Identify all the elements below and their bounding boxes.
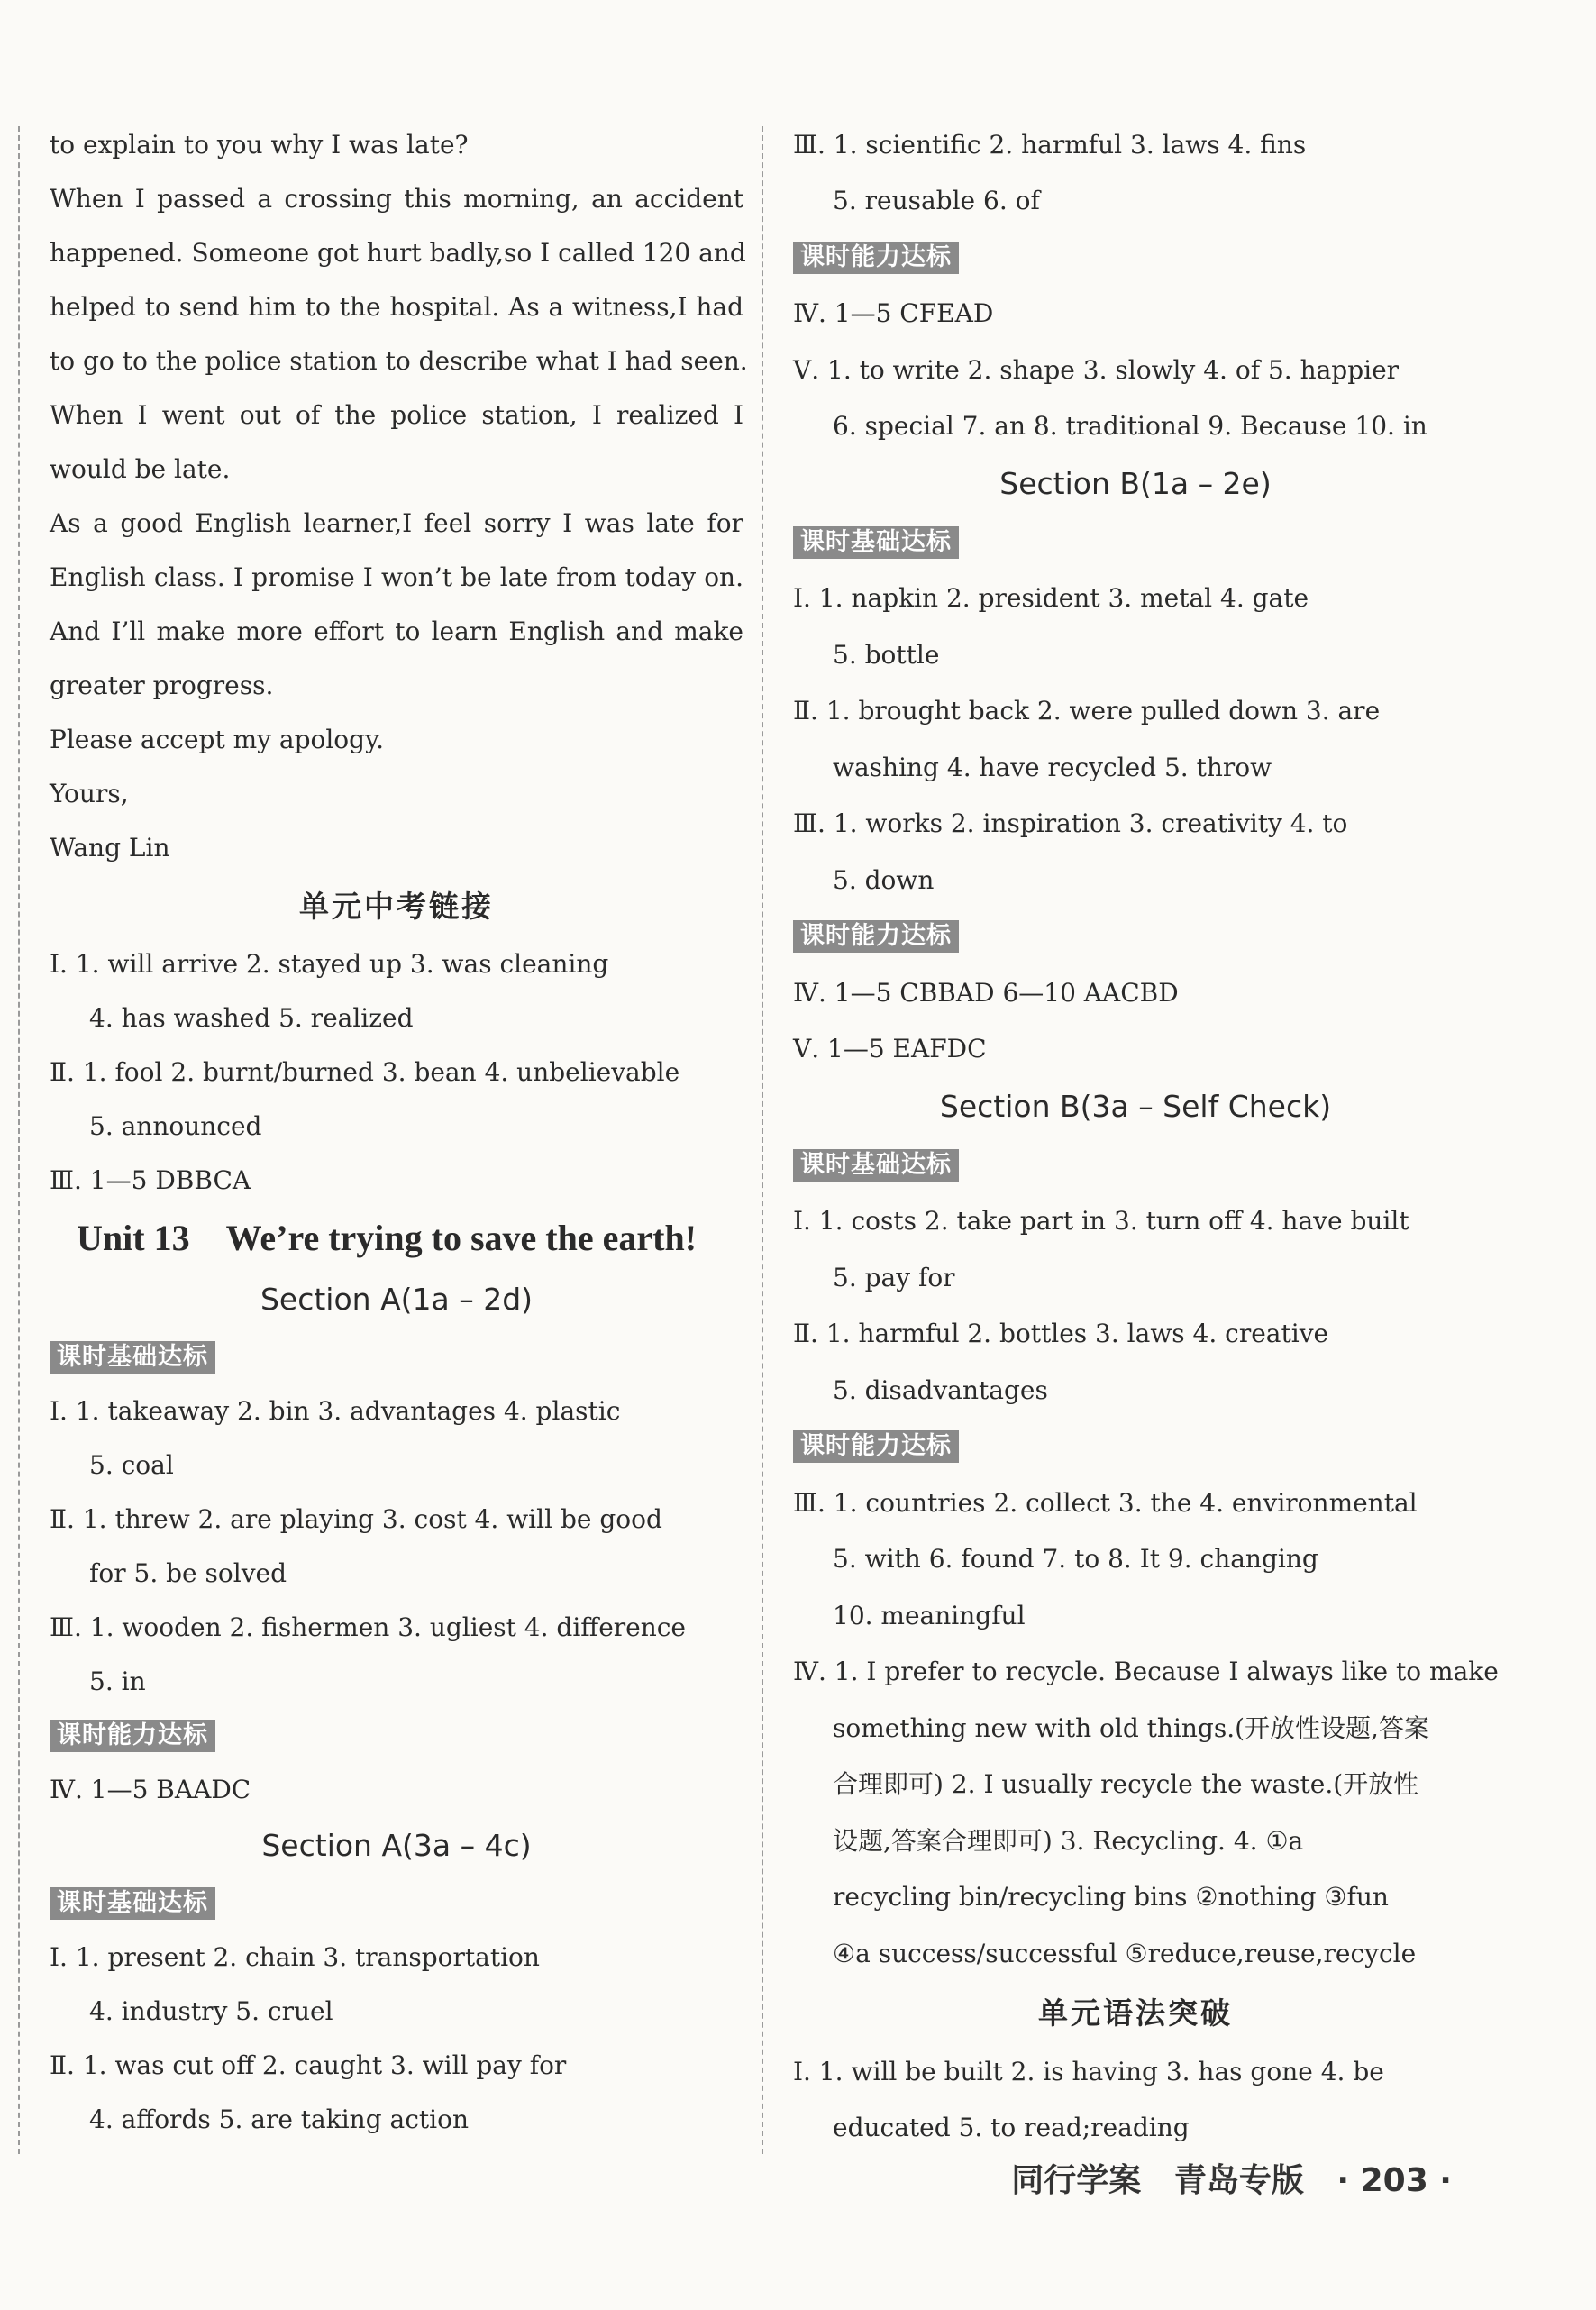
- section-label: 课时能力达标: [793, 920, 959, 953]
- answer-line: ④a success/successful ⑤reduce,reuse,recycle: [833, 1939, 1417, 1968]
- answer-line: 4. has washed 5. realized: [89, 1003, 414, 1033]
- letter-line: Please accept my apology.: [50, 725, 385, 754]
- answer-line: 10. meaningful: [833, 1601, 1026, 1630]
- section-label: 课时基础达标: [50, 1887, 215, 1920]
- answer-line: 设题,答案合理即可) 3. Recycling. 4. ①a: [833, 1826, 1304, 1856]
- answer-line: Ⅲ. 1. wooden 2. fishermen 3. ugliest 4. difference: [50, 1612, 687, 1642]
- letter-line: Wang Lin: [50, 833, 170, 863]
- answer-line: 5. bottle: [833, 640, 940, 670]
- section-label: 课时能力达标: [793, 1430, 959, 1463]
- answer-line: Ⅰ. 1. napkin 2. president 3. metal 4. gate: [793, 583, 1309, 613]
- answer-line: for 5. be solved: [89, 1558, 287, 1588]
- section-label: 课时基础达标: [793, 526, 959, 559]
- answer-line: Ⅲ. 1. countries 2. collect 3. the 4. environmental: [793, 1488, 1418, 1518]
- answer-line: 5. disadvantages: [833, 1375, 1048, 1405]
- answer-line: Ⅲ. 1. works 2. inspiration 3. creativity 4. to: [793, 808, 1348, 838]
- answer-line: 5. with 6. found 7. to 8. It 9. changing: [833, 1544, 1318, 1574]
- answer-line: Ⅴ. 1—5 EAFDC: [793, 1034, 987, 1064]
- column-divider: [762, 126, 763, 2154]
- answer-line: Ⅱ. 1. fool 2. burnt/burned 3. bean 4. unbelievable: [50, 1057, 680, 1087]
- answer-line: Ⅳ. 1. I prefer to recycle. Because I always like to make: [793, 1657, 1499, 1686]
- answer-line: Ⅲ. 1. scientific 2. harmful 3. laws 4. fins: [793, 130, 1307, 160]
- answer-line: something new with old things.(开放性设题,答案: [833, 1713, 1429, 1743]
- answer-line: Ⅳ. 1—5 CFEAD: [793, 298, 994, 328]
- section-label: 课时基础达标: [793, 1149, 959, 1182]
- letter-line: English class. I promise I won’t be late from today on.: [50, 562, 743, 592]
- answer-line: Ⅴ. 1. to write 2. shape 3. slowly 4. of 5. happier: [793, 355, 1400, 385]
- letter-line: would be late.: [50, 454, 231, 484]
- letter-line: to go to the police station to describe what I had seen.: [50, 346, 748, 376]
- footer-edition: 青岛专版: [1173, 2162, 1304, 2199]
- answer-line: 5. announced: [89, 1111, 262, 1141]
- answer-line: 合理即可) 2. I usually recycle the waste.(开放性: [833, 1769, 1419, 1799]
- answer-line: educated 5. to read;reading: [833, 2113, 1190, 2142]
- letter-line: As a good English learner,I feel sorry I was late for: [50, 508, 743, 538]
- section-label: 课时能力达标: [793, 242, 959, 274]
- letter-line: When I passed a crossing this morning, an accident: [50, 184, 743, 214]
- answer-line: 5. coal: [89, 1450, 174, 1480]
- answer-line: recycling bin/recycling bins ②nothing ③fun: [833, 1882, 1389, 1912]
- page-number: · 203 ·: [1336, 2162, 1452, 2199]
- letter-line: to explain to you why I was late?: [50, 130, 469, 160]
- letter-line: happened. Someone got hurt badly,so I called 120 and: [50, 238, 746, 268]
- answer-line: 5. reusable 6. of: [833, 186, 1040, 215]
- answer-line: 5. down: [833, 865, 935, 895]
- answer-line: Ⅱ. 1. harmful 2. bottles 3. laws 4. creative: [793, 1319, 1329, 1348]
- answer-line: 4. industry 5. cruel: [89, 1996, 333, 2026]
- grammar-heading: 单元语法突破: [1038, 1995, 1233, 2031]
- page-footer: [990, 2161, 1452, 2201]
- answer-line: Ⅳ. 1—5 CBBAD 6—10 AACBD: [793, 978, 1179, 1008]
- answer-line: 6. special 7. an 8. traditional 9. Because 10. in: [833, 411, 1427, 441]
- answer-line: Ⅲ. 1—5 DBBCA: [50, 1165, 251, 1195]
- section-label: 课时能力达标: [50, 1720, 215, 1752]
- answer-line: Ⅰ. 1. costs 2. take part in 3. turn off 4. have built: [793, 1206, 1409, 1236]
- answer-line: Ⅱ. 1. was cut off 2. caught 3. will pay for: [50, 2050, 567, 2080]
- letter-line: helped to send him to the hospital. As a witness,I had: [50, 292, 743, 322]
- unit-title: [77, 1217, 743, 1260]
- unit-link-heading: 单元中考链接: [299, 889, 494, 924]
- unit-number: Unit 13: [77, 1218, 190, 1258]
- answer-line: Ⅱ. 1. threw 2. are playing 3. cost 4. will be good: [50, 1504, 662, 1534]
- answer-line: Ⅰ. 1. will arrive 2. stayed up 3. was cleaning: [50, 949, 609, 979]
- answer-line: Ⅰ. 1. will be built 2. is having 3. has gone 4. be: [793, 2057, 1384, 2086]
- footer-brand: 同行学案: [1011, 2162, 1142, 2199]
- answer-line: washing 4. have recycled 5. throw: [833, 753, 1272, 782]
- letter-line: Yours,: [50, 779, 129, 808]
- unit-name: We’re trying to save the earth!: [225, 1218, 698, 1258]
- answer-line: 5. in: [89, 1666, 146, 1696]
- answer-line: 4. affords 5. are taking action: [89, 2105, 469, 2134]
- letter-line: And I’ll make more effort to learn English and make: [50, 616, 743, 646]
- section-heading: Section A(3a – 4c): [261, 1828, 532, 1863]
- letter-line: When I went out of the police station, I realized I: [50, 400, 743, 430]
- section-heading: Section A(1a – 2d): [260, 1282, 534, 1317]
- letter-line: greater progress.: [50, 671, 274, 700]
- left-margin-divider: [18, 126, 20, 2154]
- answer-line: 5. pay for: [833, 1263, 955, 1292]
- section-heading: Section B(3a – Self Check): [939, 1089, 1332, 1124]
- answer-line: Ⅰ. 1. takeaway 2. bin 3. advantages 4. plastic: [50, 1396, 621, 1426]
- section-label: 课时基础达标: [50, 1341, 215, 1374]
- section-heading: Section B(1a – 2e): [999, 466, 1272, 501]
- answer-line: Ⅳ. 1—5 BAADC: [50, 1775, 251, 1804]
- answer-line: Ⅰ. 1. present 2. chain 3. transportation: [50, 1942, 540, 1972]
- answer-line: Ⅱ. 1. brought back 2. were pulled down 3. are: [793, 696, 1381, 726]
